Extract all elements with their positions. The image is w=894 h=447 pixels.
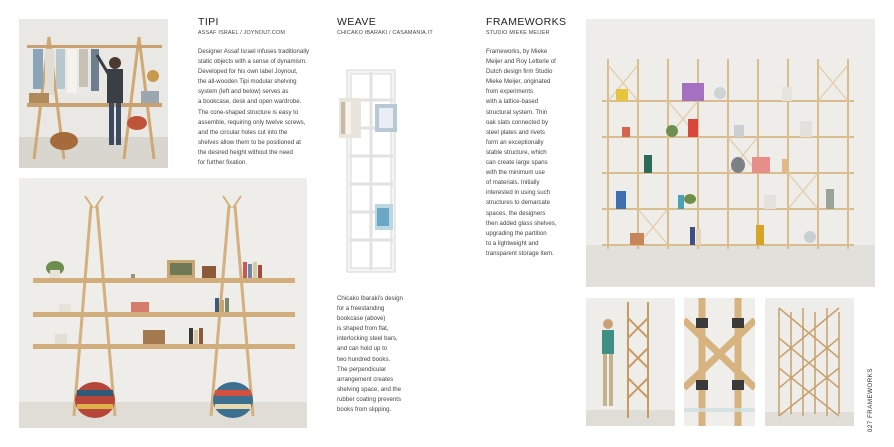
- tipi-line: Developed for his own label Joynout,: [198, 68, 298, 76]
- tipi-line: shelves allow them to be positioned at: [198, 138, 301, 146]
- weave-header: [337, 16, 457, 47]
- frameworks-body: [486, 47, 586, 259]
- frameworks-line: of materials. Initially: [486, 179, 540, 187]
- frameworks-line: to a lightweight and: [486, 239, 539, 247]
- frameworks-line: Dutch design firm Studio: [486, 68, 553, 76]
- frameworks-line: structures to demarcate: [486, 199, 551, 207]
- weave-line: shelving space, and the: [337, 385, 402, 393]
- weave-line: interlocking steel bars,: [337, 335, 398, 343]
- weave-line: for a freestanding: [337, 305, 385, 313]
- weave-body: [337, 294, 447, 415]
- tipi-title: TIPI: [198, 16, 219, 28]
- frameworks-line: with a lattice-based: [486, 98, 539, 106]
- page-folio: 027 FRAMEWORKS: [867, 368, 874, 433]
- frameworks-line: transparent storage item.: [486, 249, 554, 257]
- photo-frameworks-shelving: [586, 19, 875, 287]
- weave-line: and can hold up to: [337, 345, 388, 353]
- frameworks-line: oak slats connected by: [486, 118, 548, 126]
- frameworks-article: [486, 16, 586, 259]
- tipi-line: and the circular holes cut into the: [198, 128, 288, 136]
- tipi-line: static objects with a sense of dynamism.: [198, 58, 307, 66]
- weave-line: books from slipping.: [337, 406, 392, 414]
- frameworks-line: spaces, the designers: [486, 209, 546, 217]
- frameworks-line: upgrading the partition: [486, 229, 547, 237]
- frameworks-credit: STUDIO MIEKE MEIJER: [486, 30, 550, 36]
- tipi-line: The cone-shaped structure is easy to: [198, 108, 299, 116]
- tipi-line: for further fixation.: [198, 159, 248, 167]
- tipi-article: [198, 16, 328, 168]
- tipi-line: a bookcase, desk and open wardrobe.: [198, 98, 302, 106]
- frameworks-line: steel plates and rivets: [486, 128, 545, 136]
- frameworks-line: Meijer and Roy Letterle of: [486, 58, 556, 66]
- frameworks-line: interested in using such: [486, 189, 551, 197]
- weave-line: The perpendicular: [337, 365, 387, 373]
- frameworks-line: with the minimum use: [486, 169, 545, 177]
- photo-tipi-wardrobe: [19, 19, 168, 168]
- frameworks-line: form an exceptionally: [486, 138, 544, 146]
- weave-line: arrangement creates: [337, 375, 394, 383]
- frameworks-title: FRAMEWORKS: [486, 16, 567, 28]
- weave-line: bookcase (above): [337, 315, 386, 323]
- tipi-line: Designer Assaf Israel infuses traditionally: [198, 48, 310, 55]
- frameworks-line: stable structure, which: [486, 148, 547, 156]
- tipi-body: [198, 47, 328, 168]
- weave-line: is shaped from flat,: [337, 325, 389, 333]
- frameworks-line: structural system. Thin: [486, 108, 548, 116]
- tipi-line: the desired height without the need: [198, 148, 293, 156]
- photo-tipi-shelving: [19, 178, 307, 428]
- weave-line: Chicako Ibaraki's design: [337, 295, 403, 302]
- frameworks-line: then added glass shelves,: [486, 219, 557, 227]
- frameworks-line: Mieke Meijer, originated: [486, 78, 551, 86]
- weave-article: [337, 294, 447, 415]
- weave-line: two hundred books.: [337, 355, 391, 363]
- tipi-line: the all-wooden Tipi modular shelving: [198, 78, 297, 86]
- photo-weave-bookcase: [335, 66, 407, 278]
- weave-title: WEAVE: [337, 16, 377, 28]
- weave-credit: CHICAKO IBARAKI / CASAMANIA.IT: [337, 30, 433, 36]
- photo-frameworks-partition: [765, 298, 854, 426]
- frameworks-line: from experiments: [486, 88, 534, 96]
- frameworks-line: Frameworks, by Mieke: [486, 48, 548, 55]
- photo-frameworks-joint: [684, 298, 755, 426]
- tipi-line: system (left and below) serves as: [198, 88, 289, 96]
- weave-line: rubber coating prevents: [337, 395, 402, 403]
- frameworks-line: can create large spans: [486, 159, 548, 167]
- tipi-credit: ASSAF ISRAEL / JOYNOUT.COM: [198, 30, 286, 36]
- tipi-line: assemble, requiring only twelve screws,: [198, 118, 306, 126]
- photo-frameworks-assembly: [586, 298, 675, 426]
